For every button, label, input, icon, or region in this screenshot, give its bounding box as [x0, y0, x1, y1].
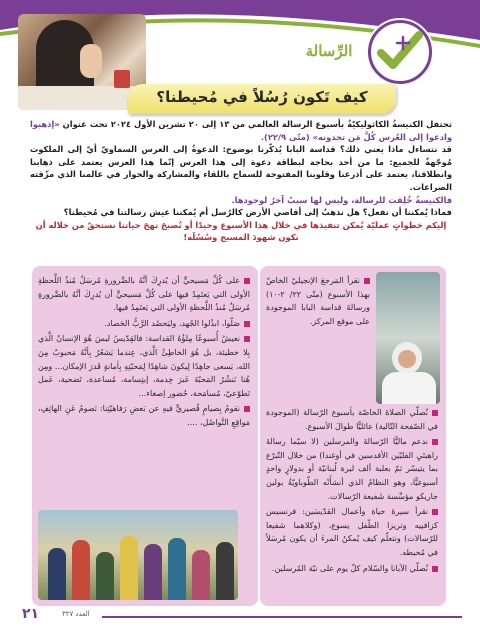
intro-paragraph	[30, 118, 452, 143]
page-number: ٢١	[22, 606, 40, 622]
footer-divider	[102, 616, 462, 618]
right-items-top	[266, 274, 370, 330]
list-item: نعيشُ أُسبوعًا مِلؤُهُ القداسة: فالقِدّيسُ ليسَ هُوَ الإنسانُ الَّذي بِلا خطيئة، بل هُوَ الخاطِئُ الَّذي، عِندما يَشعُرُ بِأنَّهُ مَحبوبٌ مِنَ الله، يَسعى جاهِدًا لِيكونَ شاهِدًا لِمَحبّتِهِ بِأمانةٍ قَدرَ الإمكان... ومِن هُنا نَنشُرُ المَحبّةَ عَبرَ خِدمة، إبتِسامة، مُساعدة، تَضحية، عَمل تَطوّعيّ، مُسامَحة، حُضور إصغاء...	[38, 334, 250, 398]
intro-p2: قد نتساءل ماذا يعني ذلك؟ قداسة البابا يُذكّرنا بوضوح: الدعوةُ إلى العرس السماويّ أيّ إلى الملكوت مُوجّهةٌ للجميع: ما من أحد بحاجة لبطاقة دعوة إلى هذا العرس إنّما هذا العرس يعتمد على ذهابنا وانطلاقنا، يعتمد على أذرعنا وقلوبنا المفتوحة للسماح باللقاء والمشاركة والحوار في عالمنا الذي مزّقته الصراعات.	[30, 144, 452, 192]
left-items	[38, 274, 250, 432]
list-item: نقومُ بِصيامٍ قُصيريٍّ فيهِ عن بَعضِ رَفاهيّتِنا: نَصومُ عَنِ الهاتِفِ، مَواقِعِ التَّواصُل، ....	[38, 404, 250, 427]
square-bullet-icon	[244, 278, 250, 284]
left-box	[32, 266, 258, 606]
list-item: على كُلِّ مَسيحيٍّ أن يُدرِكَ أنَّهُ بالضَّرورةِ مُرسَلٌ مُنذُ اللَّحظةِ الأولى التي يَعتَمِدُ فيها على كُلِّ مَسيحيٍّ أن يُدرِكَ أنَّهُ بالضَّرورةِ مُرسَلٌ مُنذُ اللَّحظةِ الأولى التي يَعتَمِدُ فيها.	[38, 276, 250, 313]
title-banner	[128, 84, 396, 114]
priest-photo	[376, 272, 440, 404]
square-bullet-icon	[244, 336, 250, 342]
intro-p5: إليكم خطواتٍ عمليّة يُمكن تنفيذها في خلال هذا الأسبوع وحيدًا أو نُصبحَ نهجَ حياتنا نستحقّ من خلاله أن نكون شهودَ المسيح وسُسُلَه!	[35, 219, 447, 243]
content-boxes	[32, 266, 446, 606]
intro-text	[30, 118, 452, 244]
intro-p3: فالكنيسةُ خُلِقت للرسالة، وليس لها سببٌ آخرُ لوجودها.	[231, 194, 452, 205]
square-bullet-icon	[432, 439, 438, 445]
square-bullet-icon	[432, 566, 438, 572]
list-item: نقرأ سيرةَ حياة وأعمال القدّيسَين: فرنسيس كزافييه وتريزا الطّفل يسوع، (وكلاهما شفيعا للرّسالات) ونتعلّم كيف يُمكنُ المرءَ أن يكون مُرسَلاً في مُحيطه.	[266, 507, 438, 557]
footer	[22, 606, 462, 626]
intro-p4: فماذا يُمكننا أن نفعل؟ هل نذهبُ إلى أقاصي الأرض كالرُسل أم يُمكننا عيش رسالتنا في مُحيطنا؟	[63, 207, 452, 218]
section-label: الرِّسالة	[305, 42, 353, 60]
green-checkmark-icon	[377, 31, 423, 73]
intro-quote: «إذهبوا وادعوا إلى العُرس كُلَّ مَن تجدونه» (متّى ٢٢/٩).	[30, 119, 452, 142]
crowd-photo	[38, 510, 238, 600]
issue-label: العدد ٣٢٧	[62, 610, 90, 618]
square-bullet-icon	[432, 410, 438, 416]
praying-child-photo	[18, 14, 146, 110]
right-box	[260, 266, 446, 606]
list-item: نقرأ المَرجعَ الإنجيليّ الخاصّ بهذا الأسبوع (متّى ٢٢/ ٢-١٠) ورسالةَ قداسة البابا الموجودة على موقع المركز.	[266, 276, 370, 326]
list-item: ندعم ماليًّا الرّسالةَ والمرسلين (لا سيّما رسالةَ راهبتَيِ الفلبّين الأقدسين في أوغندا) من خلال التّبرّع بما يتيسّر ثمّ بعلبة ألف ليرة لُبنانيّة أو بدولارٍ واحدٍ أسبوعيًّا، وهو النظامُ الذي أنشأَتْه الطّوباويّةُ بولين جاريكو مؤسِّسة شَفيعة الرّسالات.	[266, 437, 438, 501]
right-items-bottom	[266, 406, 438, 577]
square-bullet-icon	[244, 321, 250, 327]
list-item: نُصلّي الآبانا والسّلام كلّ يوم على نيّة المُرسلين.	[266, 562, 438, 576]
checkmark-badge	[368, 20, 432, 84]
square-bullet-icon	[364, 278, 370, 284]
intro-p1: تحتفل الكنيسةُ الكاثوليكيّةُ بأسبوع الرسالة العالمي من ١٣ إلى ٢٠ تشرين الأول ٢٠٢٤ تحت عنوان	[62, 119, 452, 129]
square-bullet-icon	[432, 509, 438, 515]
list-item: نُصلّي الصلاةَ الخاصّة بأسبوع الرّسالة (الموجودة في الصّفحة التّالية) عائليًّا طوالَ الأسبوع.	[266, 408, 438, 431]
page-title: كيف تَكون رُسُلاً في مُحيطنا؟	[156, 88, 368, 106]
square-bullet-icon	[244, 406, 250, 412]
list-item: صَلّوا، ابذُلوا الجُهد، وليَحصُد الرَّبُّ الحَصاد.	[38, 317, 250, 331]
